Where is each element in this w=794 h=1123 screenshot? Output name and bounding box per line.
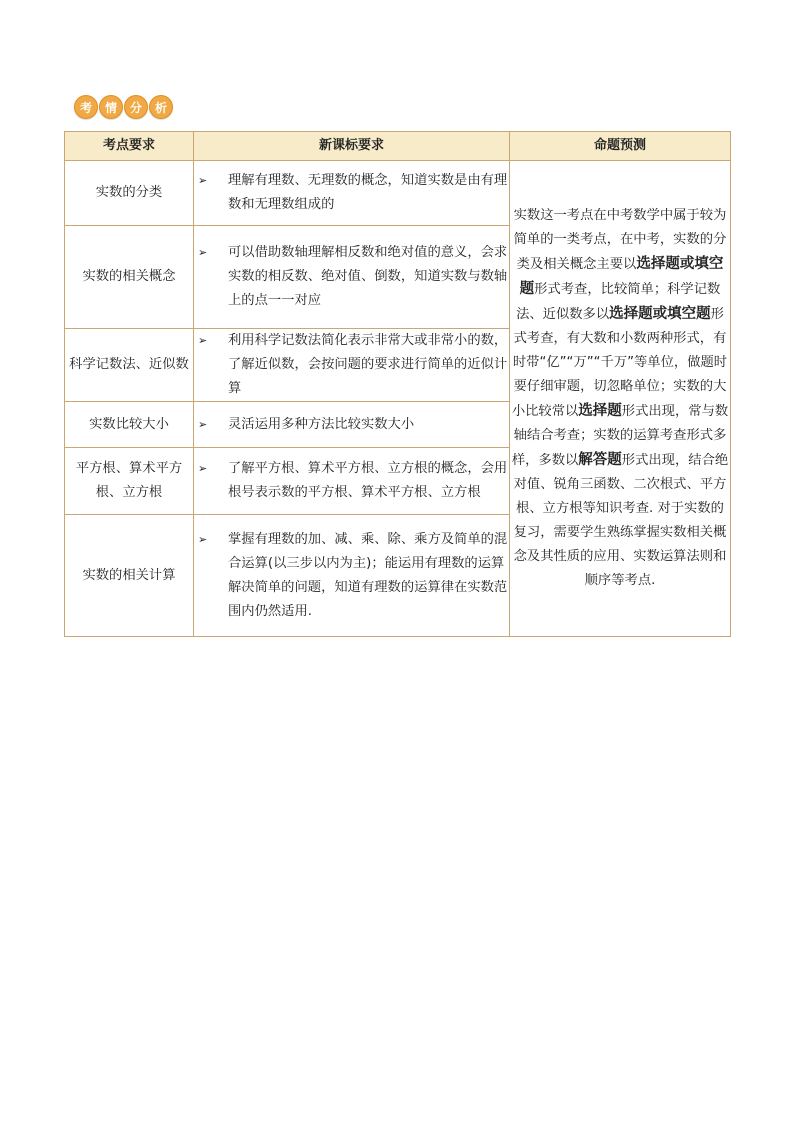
std-text: 利用科学记数法简化表示非常大或非常小的数，了解近似数，会按问题的要求进行简单的近似计算 xyxy=(228,333,508,396)
badge-char: 分 xyxy=(124,95,148,119)
table-header-row xyxy=(65,132,731,161)
arrow-bullet-icon: ➢ xyxy=(198,174,208,187)
std-text: 了解平方根、算术平方根、立方根的概念，会用根号表示数的平方根、算术平方根、立方根 xyxy=(228,461,508,500)
std-cell xyxy=(194,402,510,448)
pred-text: 形式出现，常与数轴结合考查；实数的运算考查形式多样，多数以 xyxy=(511,404,729,468)
std-text: 可以借助数轴理解相反数和绝对值的意义，会求实数的相反数、绝对值、倒数，知道实数与数轴上的点一一对应 xyxy=(228,245,508,308)
header-pred: 命题预测 xyxy=(510,132,731,161)
req-cell: 实数的分类 xyxy=(65,161,194,226)
std-cell xyxy=(194,161,510,226)
pred-text: 形式出现，结合绝对值、锐角三函数、二次根式、平方根、立方根等知识考查. 对于实数的复习，需要学生熟练掌握实数相关概念及其性质的应用、实数运算法则和顺序等考点. xyxy=(513,453,729,588)
prediction-cell xyxy=(510,161,731,637)
header-req: 考点要求 xyxy=(65,132,194,161)
std-cell xyxy=(194,329,510,402)
pred-bold: 解答题 xyxy=(578,452,622,468)
header-std: 新课标要求 xyxy=(194,132,510,161)
req-cell: 平方根、算术平方根、立方根 xyxy=(65,448,194,515)
pred-text: 形式考查，比较简单；科学记数法、近似数多以 xyxy=(516,282,721,322)
pred-text: 形式考查，有大数和小数两种形式，有时带“亿”“万”“千万”等单位，做题时要仔细审题，切忽略单位；实数的大小比较常以 xyxy=(511,307,728,419)
arrow-bullet-icon: ➢ xyxy=(198,417,208,431)
pred-bold: 选择题或填空题 xyxy=(609,306,711,322)
analysis-table xyxy=(64,131,731,637)
arrow-bullet-icon: ➢ xyxy=(198,246,208,259)
req-cell: 实数比较大小 xyxy=(65,402,194,448)
std-text: 理解有理数、无理数的概念，知道实数是由有理数和无理数组成的 xyxy=(228,173,508,212)
badge-char: 析 xyxy=(149,95,173,119)
arrow-bullet-icon: ➢ xyxy=(198,532,208,546)
std-cell xyxy=(194,448,510,515)
table-row xyxy=(65,161,731,226)
req-cell: 实数的相关概念 xyxy=(65,226,194,329)
section-badge-kaoqing-fenxi xyxy=(74,95,173,119)
badge-char: 情 xyxy=(99,95,123,119)
std-text: 灵活运用多种方法比较实数大小 xyxy=(228,416,415,432)
badge-char: 考 xyxy=(74,95,98,119)
pred-bold: 选择题 xyxy=(578,403,622,419)
std-cell xyxy=(194,515,510,637)
req-cell: 实数的相关计算 xyxy=(65,515,194,637)
std-cell xyxy=(194,226,510,329)
arrow-bullet-icon: ➢ xyxy=(198,334,208,347)
pred-bold: 选择题或填空题 xyxy=(519,256,724,297)
req-cell: 科学记数法、近似数 xyxy=(65,329,194,402)
std-text: 掌握有理数的加、减、乘、除、乘方及简单的混合运算(以三步以内为主)；能运用有理数的运算解决简单的问题，知道有理数的运算律在实数范围内仍然适用. xyxy=(228,531,508,619)
pred-text: 实数这一考点在中考数学中属于较为简单的一类考点，在中考，实数的分类及相关概念主要以 xyxy=(513,208,727,272)
arrow-bullet-icon: ➢ xyxy=(198,462,208,475)
